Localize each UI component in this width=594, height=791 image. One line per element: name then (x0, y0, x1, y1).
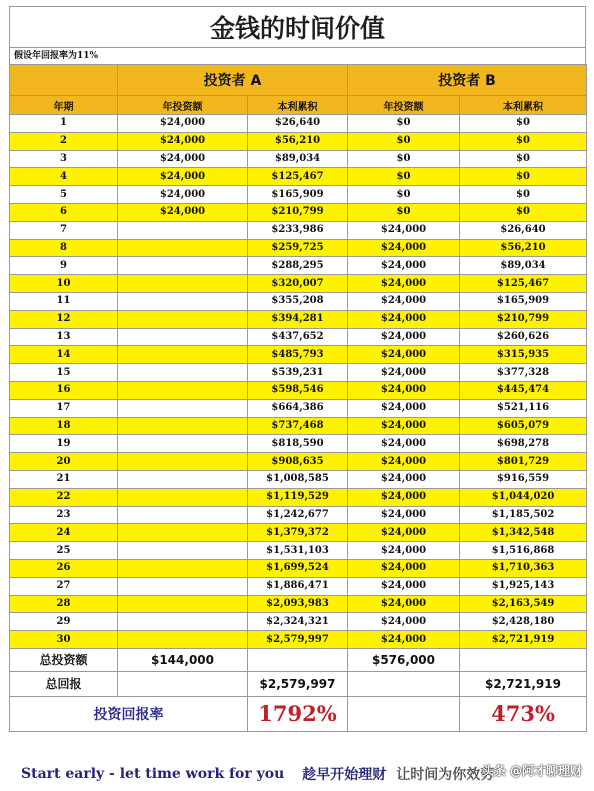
header-investor-a: 投资者 A (118, 65, 348, 96)
cell-a-accumulated: $56,210 (248, 132, 348, 150)
table-row (10, 346, 587, 364)
cell-a-accumulated: $125,467 (248, 168, 348, 186)
cell-b-accumulated: $605,079 (460, 417, 587, 435)
return-rate-label: 投资回报率 (10, 696, 248, 731)
cell-b-accumulated: $0 (460, 132, 587, 150)
cell-b-accumulated: $1,516,868 (460, 542, 587, 560)
cell-a-accumulated: $1,242,677 (248, 506, 348, 524)
cell-b-annual-investment: $24,000 (348, 488, 460, 506)
cell-a-annual-investment (118, 239, 248, 257)
cell-a-accumulated: $2,579,997 (248, 631, 348, 649)
cell-year: 11 (10, 292, 118, 310)
a-total-investment: $144,000 (118, 648, 248, 671)
cell-a-annual-investment (118, 559, 248, 577)
table-row (10, 364, 587, 382)
cell-a-annual-investment (118, 435, 248, 453)
cell-b-annual-investment: $24,000 (348, 470, 460, 488)
cell-b-annual-investment: $24,000 (348, 310, 460, 328)
cell-a-annual-investment: $24,000 (118, 203, 248, 221)
cell-b-accumulated: $2,163,549 (460, 595, 587, 613)
cell-a-accumulated: $818,590 (248, 435, 348, 453)
cell-b-annual-investment: $24,000 (348, 559, 460, 577)
table-row (10, 310, 587, 328)
table-row (10, 150, 587, 168)
cell-b-annual-investment: $24,000 (348, 577, 460, 595)
cell-b-accumulated: $89,034 (460, 257, 587, 275)
cell-a-annual-investment (118, 221, 248, 239)
slogan-chinese-2: 让时间为你效劳 (396, 767, 495, 783)
cell-b-accumulated: $1,925,143 (460, 577, 587, 595)
cell-b-accumulated: $125,467 (460, 275, 587, 293)
cell-b-accumulated: $445,474 (460, 381, 587, 399)
cell-b-annual-investment: $24,000 (348, 453, 460, 471)
cell-a-accumulated: $485,793 (248, 346, 348, 364)
cell-a-annual-investment (118, 364, 248, 382)
table-row (10, 470, 587, 488)
watermark: 头条 @阿才聊理财 (481, 764, 582, 778)
cell-a-accumulated: $2,324,321 (248, 613, 348, 631)
b-total-return: $2,721,919 (460, 671, 587, 696)
b-total-return-blank (348, 671, 460, 696)
table-row (10, 524, 587, 542)
cell-a-accumulated: $355,208 (248, 292, 348, 310)
cell-a-accumulated: $1,699,524 (248, 559, 348, 577)
cell-a-annual-investment: $24,000 (118, 132, 248, 150)
table-row (10, 506, 587, 524)
cell-a-annual-investment (118, 631, 248, 649)
cell-b-annual-investment: $24,000 (348, 257, 460, 275)
total-return-label: 总回报 (10, 671, 118, 696)
cell-year: 17 (10, 399, 118, 417)
table-row (10, 381, 587, 399)
header-a-annual-investment: 年投资额 (118, 96, 248, 115)
cell-year: 21 (10, 470, 118, 488)
b-return-rate-blank (348, 696, 460, 731)
cell-b-accumulated: $260,626 (460, 328, 587, 346)
cell-year: 8 (10, 239, 118, 257)
cell-year: 2 (10, 132, 118, 150)
cell-a-accumulated: $288,295 (248, 257, 348, 275)
cell-a-annual-investment (118, 577, 248, 595)
cell-a-annual-investment (118, 310, 248, 328)
cell-b-accumulated: $1,342,548 (460, 524, 587, 542)
table-row (10, 453, 587, 471)
cell-year: 7 (10, 221, 118, 239)
cell-b-accumulated: $801,729 (460, 453, 587, 471)
cell-b-annual-investment: $0 (348, 186, 460, 204)
cell-b-annual-investment: $24,000 (348, 381, 460, 399)
cell-year: 10 (10, 275, 118, 293)
cell-a-annual-investment: $24,000 (118, 186, 248, 204)
a-total-return-blank (118, 671, 248, 696)
cell-b-accumulated: $1,044,020 (460, 488, 587, 506)
cell-a-annual-investment (118, 506, 248, 524)
table-body (10, 115, 587, 649)
cell-a-annual-investment (118, 417, 248, 435)
cell-b-annual-investment: $0 (348, 132, 460, 150)
cell-a-accumulated: $89,034 (248, 150, 348, 168)
cell-a-annual-investment (118, 399, 248, 417)
cell-a-annual-investment (118, 328, 248, 346)
cell-year: 29 (10, 613, 118, 631)
cell-year: 20 (10, 453, 118, 471)
cell-b-annual-investment: $24,000 (348, 542, 460, 560)
table-row (10, 417, 587, 435)
table-row (10, 203, 587, 221)
cell-a-accumulated: $165,909 (248, 186, 348, 204)
header-year: 年期 (10, 96, 118, 115)
cell-a-accumulated: $1,886,471 (248, 577, 348, 595)
assumption-note: 假设年回报率为11% (9, 47, 586, 64)
cell-year: 6 (10, 203, 118, 221)
cell-a-annual-investment (118, 381, 248, 399)
cell-year: 15 (10, 364, 118, 382)
cell-year: 27 (10, 577, 118, 595)
cell-b-annual-investment: $24,000 (348, 595, 460, 613)
cell-b-annual-investment: $24,000 (348, 631, 460, 649)
page-title: 金钱的时间价值 (9, 6, 586, 47)
header-investor-b: 投资者 B (348, 65, 587, 96)
cell-a-annual-investment (118, 524, 248, 542)
cell-a-annual-investment (118, 470, 248, 488)
cell-b-annual-investment: $24,000 (348, 346, 460, 364)
cell-a-annual-investment (118, 595, 248, 613)
cell-a-accumulated: $1,008,585 (248, 470, 348, 488)
cell-year: 16 (10, 381, 118, 399)
cell-year: 12 (10, 310, 118, 328)
cell-a-annual-investment (118, 453, 248, 471)
cell-b-annual-investment: $24,000 (348, 275, 460, 293)
cell-b-annual-investment: $0 (348, 168, 460, 186)
table-row (10, 577, 587, 595)
header-b-accumulated: 本利累积 (460, 96, 587, 115)
cell-year: 26 (10, 559, 118, 577)
table-row (10, 221, 587, 239)
cell-a-annual-investment (118, 275, 248, 293)
cell-b-annual-investment: $24,000 (348, 239, 460, 257)
b-return-rate: 473% (460, 696, 587, 731)
cell-b-accumulated: $0 (460, 168, 587, 186)
cell-b-annual-investment: $24,000 (348, 221, 460, 239)
cell-a-accumulated: $320,007 (248, 275, 348, 293)
cell-a-annual-investment (118, 346, 248, 364)
table-row (10, 186, 587, 204)
cell-b-accumulated: $315,935 (460, 346, 587, 364)
cell-b-accumulated: $916,559 (460, 470, 587, 488)
cell-a-annual-investment: $24,000 (118, 168, 248, 186)
table-row (10, 239, 587, 257)
cell-b-accumulated: $377,328 (460, 364, 587, 382)
document (9, 6, 586, 788)
table-row (10, 115, 587, 133)
cell-b-annual-investment: $24,000 (348, 506, 460, 524)
cell-a-annual-investment (118, 613, 248, 631)
cell-b-accumulated: $1,185,502 (460, 506, 587, 524)
cell-b-annual-investment: $24,000 (348, 292, 460, 310)
cell-year: 19 (10, 435, 118, 453)
cell-b-accumulated: $56,210 (460, 239, 587, 257)
cell-a-accumulated: $437,652 (248, 328, 348, 346)
table-row (10, 292, 587, 310)
cell-b-annual-investment: $24,000 (348, 399, 460, 417)
cell-year: 22 (10, 488, 118, 506)
a-total-return: $2,579,997 (248, 671, 348, 696)
table-row (10, 435, 587, 453)
cell-a-accumulated: $908,635 (248, 453, 348, 471)
cell-a-accumulated: $737,468 (248, 417, 348, 435)
table-row (10, 168, 587, 186)
a-return-rate: 1792% (248, 696, 348, 731)
table-row (10, 132, 587, 150)
cell-a-accumulated: $539,231 (248, 364, 348, 382)
cell-b-annual-investment: $24,000 (348, 328, 460, 346)
cell-year: 28 (10, 595, 118, 613)
table-row (10, 275, 587, 293)
total-investment-label: 总投资额 (10, 648, 118, 671)
cell-b-accumulated: $2,721,919 (460, 631, 587, 649)
slogan-english: Start early - let time work for you (21, 766, 285, 782)
cell-b-annual-investment: $24,000 (348, 364, 460, 382)
cell-a-annual-investment (118, 488, 248, 506)
cell-b-annual-investment: $24,000 (348, 613, 460, 631)
cell-a-accumulated: $664,386 (248, 399, 348, 417)
cell-a-accumulated: $233,986 (248, 221, 348, 239)
total-return-row (10, 671, 587, 696)
slogan-chinese: 趁早开始理财 (302, 767, 387, 783)
cell-b-accumulated: $0 (460, 150, 587, 168)
cell-year: 4 (10, 168, 118, 186)
cell-a-annual-investment (118, 257, 248, 275)
cell-year: 18 (10, 417, 118, 435)
cell-a-accumulated: $26,640 (248, 115, 348, 133)
table-row (10, 542, 587, 560)
cell-a-accumulated: $598,546 (248, 381, 348, 399)
cell-b-accumulated: $0 (460, 186, 587, 204)
cell-year: 5 (10, 186, 118, 204)
cell-a-accumulated: $1,119,529 (248, 488, 348, 506)
cell-a-accumulated: $210,799 (248, 203, 348, 221)
cell-year: 3 (10, 150, 118, 168)
cell-b-accumulated: $698,278 (460, 435, 587, 453)
cell-year: 24 (10, 524, 118, 542)
cell-b-annual-investment: $24,000 (348, 417, 460, 435)
cell-year: 25 (10, 542, 118, 560)
cell-b-accumulated: $1,710,363 (460, 559, 587, 577)
header-a-accumulated: 本利累积 (248, 96, 348, 115)
cell-a-accumulated: $1,379,372 (248, 524, 348, 542)
cell-b-accumulated: $210,799 (460, 310, 587, 328)
cell-a-annual-investment: $24,000 (118, 115, 248, 133)
table-row (10, 399, 587, 417)
b-total-investment-blank (460, 648, 587, 671)
table-row (10, 595, 587, 613)
table-row (10, 257, 587, 275)
cell-b-accumulated: $2,428,180 (460, 613, 587, 631)
total-investment-row (10, 648, 587, 671)
cell-year: 13 (10, 328, 118, 346)
b-total-investment: $576,000 (348, 648, 460, 671)
cell-b-annual-investment: $24,000 (348, 524, 460, 542)
cell-b-annual-investment: $0 (348, 150, 460, 168)
cell-a-annual-investment (118, 542, 248, 560)
table-row (10, 488, 587, 506)
cell-b-annual-investment: $0 (348, 115, 460, 133)
cell-b-accumulated: $165,909 (460, 292, 587, 310)
cell-year: 14 (10, 346, 118, 364)
table-row (10, 328, 587, 346)
table-row (10, 559, 587, 577)
cell-a-annual-investment (118, 292, 248, 310)
cell-a-accumulated: $394,281 (248, 310, 348, 328)
header-blank (10, 65, 118, 96)
header-b-annual-investment: 年投资额 (348, 96, 460, 115)
cell-year: 9 (10, 257, 118, 275)
cell-b-annual-investment: $24,000 (348, 435, 460, 453)
cell-a-annual-investment: $24,000 (118, 150, 248, 168)
cell-a-accumulated: $2,093,983 (248, 595, 348, 613)
investment-table (9, 64, 587, 732)
cell-year: 23 (10, 506, 118, 524)
a-total-investment-blank (248, 648, 348, 671)
cell-a-accumulated: $1,531,103 (248, 542, 348, 560)
cell-b-annual-investment: $0 (348, 203, 460, 221)
cell-b-accumulated: $0 (460, 115, 587, 133)
cell-b-accumulated: $26,640 (460, 221, 587, 239)
cell-b-accumulated: $0 (460, 203, 587, 221)
header-row-investors (10, 65, 587, 96)
cell-a-accumulated: $259,725 (248, 239, 348, 257)
cell-b-accumulated: $521,116 (460, 399, 587, 417)
cell-year: 30 (10, 631, 118, 649)
return-rate-row (10, 696, 587, 731)
table-row (10, 613, 587, 631)
table-row (10, 631, 587, 649)
header-row-columns (10, 96, 587, 115)
cell-year: 1 (10, 115, 118, 133)
